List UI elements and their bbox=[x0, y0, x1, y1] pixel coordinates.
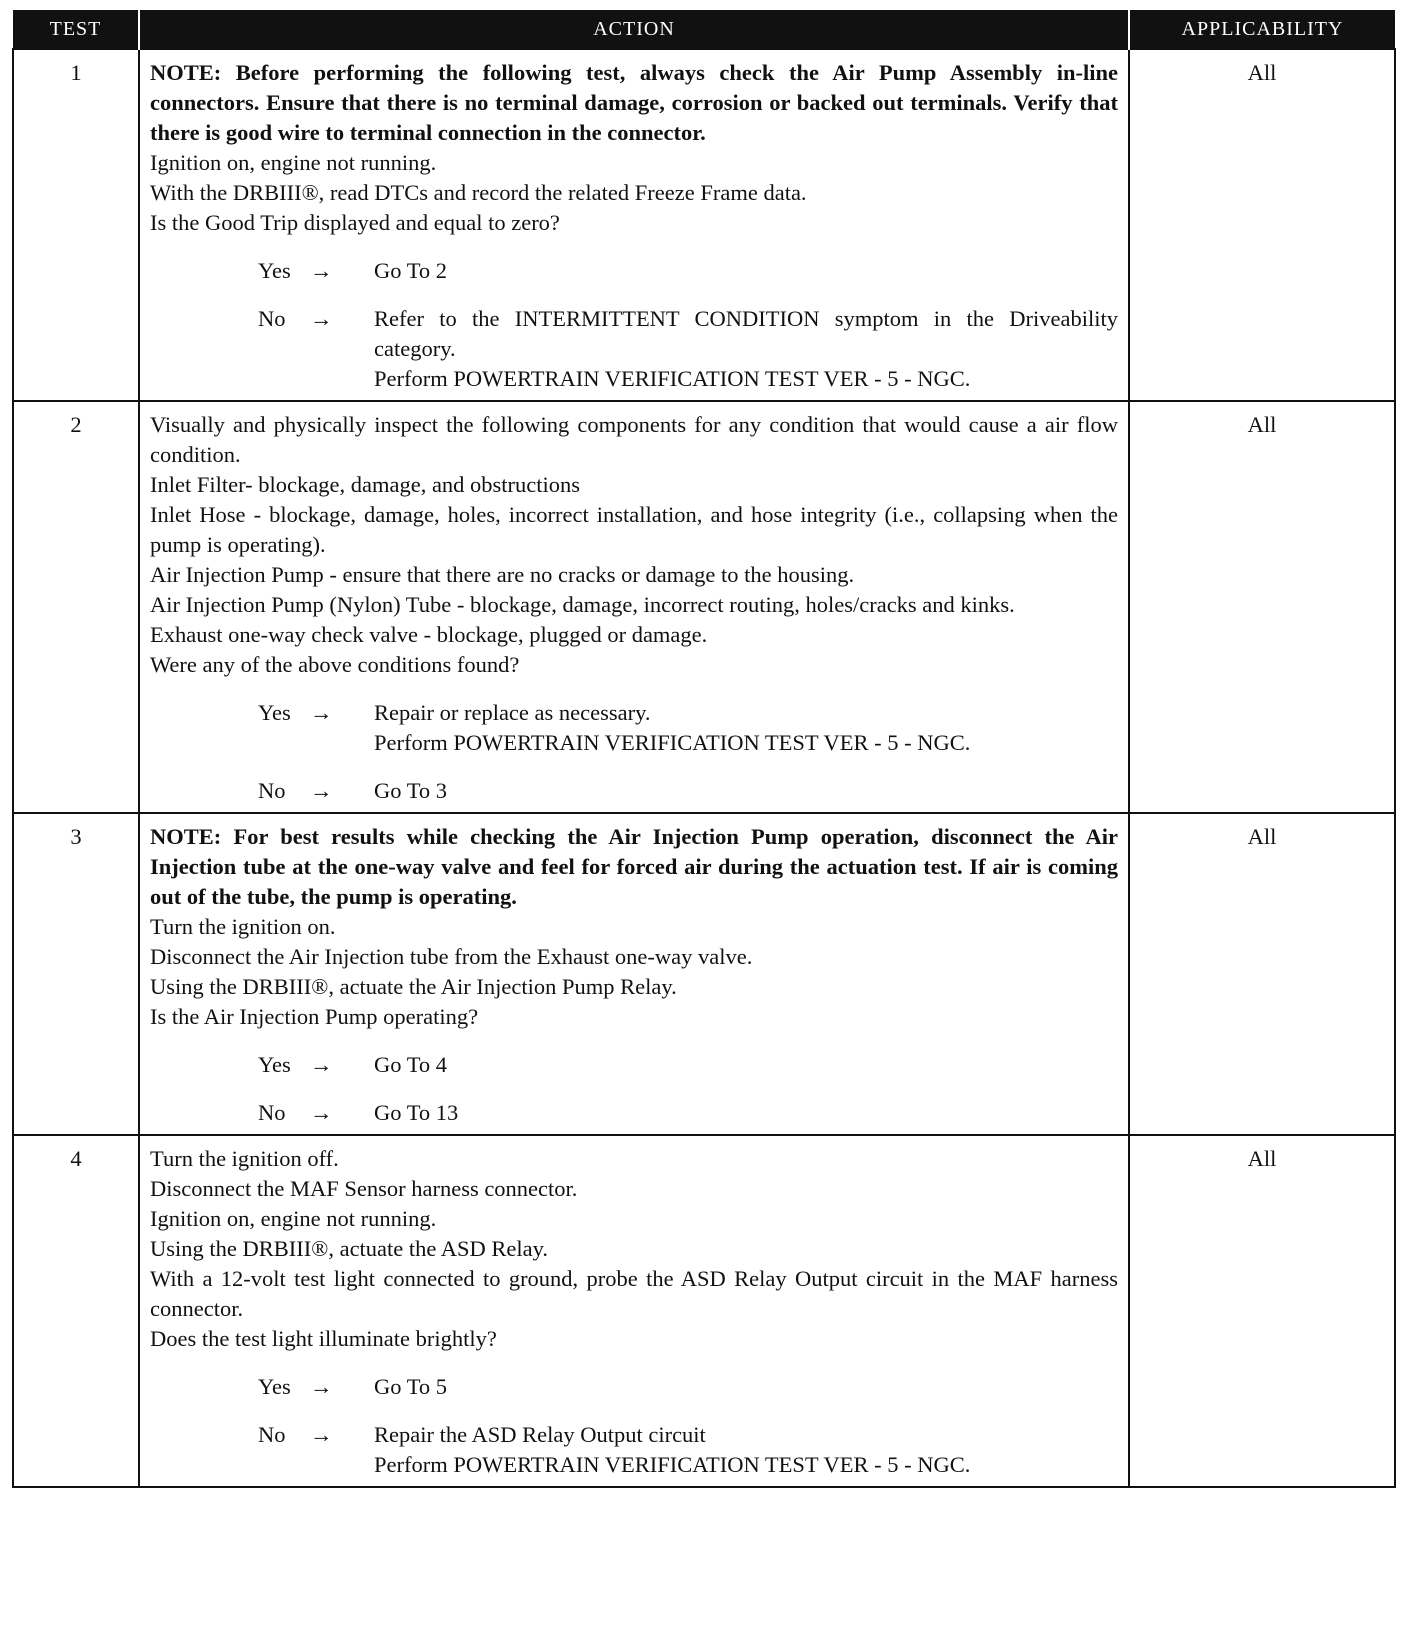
outcomes bbox=[150, 698, 1118, 806]
outcome-yes bbox=[258, 698, 1118, 758]
result-line: Refer to the INTERMITTENT CONDITION symptom in the Driveability category. bbox=[374, 306, 1118, 361]
step-text: Air Injection Pump (Nylon) Tube - blockage, damage, incorrect routing, holes/cracks and kinks. bbox=[150, 592, 1015, 617]
right-arrow-icon: → bbox=[310, 258, 333, 283]
step-text: Inlet Filter- blockage, damage, and obstructions bbox=[150, 472, 581, 497]
note-text: NOTE: Before performing the following test, always check the Air Pump Assembly in-line connectors. Ensure that there is no terminal damage, corrosion or backed out terminals. Verify that there is good wire to terminal connection in the connector. bbox=[150, 60, 1118, 145]
header-test: TEST bbox=[13, 10, 139, 49]
outcome-no bbox=[258, 1420, 1118, 1480]
applicability-value: All bbox=[1129, 1135, 1395, 1487]
result-line: Go To 4 bbox=[374, 1052, 448, 1077]
result-line: Perform POWERTRAIN VERIFICATION TEST VER - 5 - NGC. bbox=[374, 366, 971, 391]
step-text: Using the DRBIII®, actuate the Air Injection Pump Relay. bbox=[150, 974, 677, 999]
result-text bbox=[374, 776, 1118, 806]
action-cell bbox=[139, 813, 1129, 1135]
step-text: Ignition on, engine not running. bbox=[150, 1206, 437, 1231]
header-applicability: APPLICABILITY bbox=[1129, 10, 1395, 49]
result-text bbox=[374, 1098, 1118, 1128]
right-arrow-icon: → bbox=[310, 1100, 333, 1125]
step-text: Is the Good Trip displayed and equal to zero? bbox=[150, 210, 560, 235]
table-row bbox=[13, 813, 1395, 1135]
applicability-value: All bbox=[1129, 49, 1395, 401]
step-text: Exhaust one-way check valve - blockage, plugged or damage. bbox=[150, 622, 708, 647]
result-line: Perform POWERTRAIN VERIFICATION TEST VER - 5 - NGC. bbox=[374, 730, 971, 755]
result-line: Perform POWERTRAIN VERIFICATION TEST VER - 5 - NGC. bbox=[374, 1452, 971, 1477]
table-header-row bbox=[13, 10, 1395, 49]
diagnostic-test-table bbox=[12, 10, 1396, 1488]
right-arrow-icon: → bbox=[310, 306, 333, 331]
table-body bbox=[13, 49, 1395, 1487]
table-row bbox=[13, 401, 1395, 813]
step-text: Using the DRBIII®, actuate the ASD Relay. bbox=[150, 1236, 549, 1261]
step-text: Air Injection Pump - ensure that there are no cracks or damage to the housing. bbox=[150, 562, 855, 587]
outcome-no bbox=[258, 304, 1118, 394]
step-text: Is the Air Injection Pump operating? bbox=[150, 1004, 479, 1029]
result-line: Go To 2 bbox=[374, 258, 448, 283]
answer-label: Yes bbox=[258, 700, 291, 725]
action-cell bbox=[139, 1135, 1129, 1487]
result-text bbox=[374, 698, 1118, 758]
outcome-yes bbox=[258, 256, 1118, 286]
step-text: With the DRBIII®, read DTCs and record the related Freeze Frame data. bbox=[150, 180, 807, 205]
result-line: Repair or replace as necessary. bbox=[374, 700, 651, 725]
answer-label: No bbox=[258, 1422, 286, 1447]
note-text: NOTE: For best results while checking the Air Injection Pump operation, disconnect the Air Injection tube at the one-way valve and feel for forced air during the actuation test. If air is coming out of the tube, the pump is operating. bbox=[150, 824, 1118, 909]
test-number: 3 bbox=[13, 813, 139, 1135]
result-text bbox=[374, 1420, 1118, 1480]
step-text: Turn the ignition on. bbox=[150, 914, 336, 939]
result-text bbox=[374, 1372, 1118, 1402]
answer-label: No bbox=[258, 778, 286, 803]
right-arrow-icon: → bbox=[310, 1374, 333, 1399]
test-number: 2 bbox=[13, 401, 139, 813]
result-text bbox=[374, 256, 1118, 286]
outcome-no bbox=[258, 776, 1118, 806]
step-text: With a 12-volt test light connected to ground, probe the ASD Relay Output circuit in the MAF harness connector. bbox=[150, 1266, 1118, 1321]
outcomes bbox=[150, 1050, 1118, 1128]
right-arrow-icon: → bbox=[310, 778, 333, 803]
answer-label: No bbox=[258, 306, 286, 331]
result-line: Repair the ASD Relay Output circuit bbox=[374, 1422, 706, 1447]
answer-label: No bbox=[258, 1100, 286, 1125]
outcome-yes bbox=[258, 1050, 1118, 1080]
right-arrow-icon: → bbox=[310, 1422, 333, 1447]
step-text: Does the test light illuminate brightly? bbox=[150, 1326, 497, 1351]
right-arrow-icon: → bbox=[310, 700, 333, 725]
action-cell bbox=[139, 401, 1129, 813]
step-text: Were any of the above conditions found? bbox=[150, 652, 520, 677]
outcomes bbox=[150, 256, 1118, 394]
result-line: Go To 3 bbox=[374, 778, 448, 803]
step-text: Ignition on, engine not running. bbox=[150, 150, 437, 175]
outcome-yes bbox=[258, 1372, 1118, 1402]
outcomes bbox=[150, 1372, 1118, 1480]
test-number: 1 bbox=[13, 49, 139, 401]
step-text: Visually and physically inspect the following components for any condition that would cause a air flow condition. bbox=[150, 412, 1118, 467]
applicability-value: All bbox=[1129, 401, 1395, 813]
result-text bbox=[374, 1050, 1118, 1080]
right-arrow-icon: → bbox=[310, 1052, 333, 1077]
step-text: Disconnect the MAF Sensor harness connector. bbox=[150, 1176, 578, 1201]
step-text: Turn the ignition off. bbox=[150, 1146, 339, 1171]
result-line: Go To 13 bbox=[374, 1100, 459, 1125]
applicability-value: All bbox=[1129, 813, 1395, 1135]
answer-label: Yes bbox=[258, 258, 291, 283]
header-action: ACTION bbox=[139, 10, 1129, 49]
result-text bbox=[374, 304, 1118, 394]
answer-label: Yes bbox=[258, 1374, 291, 1399]
result-line: Go To 5 bbox=[374, 1374, 448, 1399]
test-number: 4 bbox=[13, 1135, 139, 1487]
table-row bbox=[13, 1135, 1395, 1487]
action-cell bbox=[139, 49, 1129, 401]
step-text: Disconnect the Air Injection tube from the Exhaust one-way valve. bbox=[150, 944, 753, 969]
outcome-no bbox=[258, 1098, 1118, 1128]
table-row bbox=[13, 49, 1395, 401]
step-text: Inlet Hose - blockage, damage, holes, incorrect installation, and hose integrity (i.e., collapsing when the pump is operating). bbox=[150, 502, 1118, 557]
answer-label: Yes bbox=[258, 1052, 291, 1077]
